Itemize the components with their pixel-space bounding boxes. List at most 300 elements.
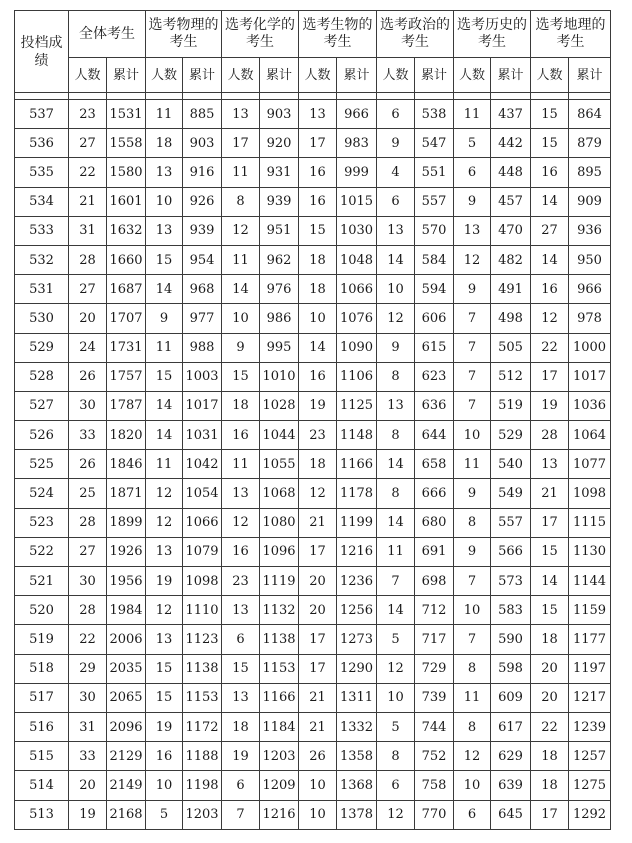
count-cell: 8 <box>454 654 491 683</box>
cumulative-cell: 968 <box>183 275 222 304</box>
count-cell: 10 <box>146 187 183 216</box>
count-cell: 11 <box>222 450 260 479</box>
table-row <box>15 742 611 771</box>
count-cell: 7 <box>454 391 491 420</box>
count-cell: 30 <box>69 567 107 596</box>
cumulative-cell: 1899 <box>107 508 146 537</box>
score-cell: 533 <box>15 216 69 245</box>
cumulative-cell: 1090 <box>337 333 377 362</box>
count-cell: 31 <box>69 216 107 245</box>
cumulative-cell: 1125 <box>337 391 377 420</box>
count-cell: 28 <box>69 508 107 537</box>
count-cell: 18 <box>222 391 260 420</box>
count-cell: 6 <box>377 771 415 800</box>
count-cell: 11 <box>146 100 183 129</box>
count-cell: 14 <box>531 187 569 216</box>
count-cell: 27 <box>69 275 107 304</box>
cumulative-cell: 1123 <box>183 625 222 654</box>
count-cell: 33 <box>69 421 107 450</box>
cumulative-cell: 549 <box>491 479 531 508</box>
cumulative-cell: 1203 <box>260 742 299 771</box>
cumulative-cell: 1731 <box>107 333 146 362</box>
cumulative-cell: 1166 <box>260 683 299 712</box>
cumulative-cell: 1687 <box>107 275 146 304</box>
count-cell: 20 <box>531 683 569 712</box>
cumulative-cell: 1054 <box>183 479 222 508</box>
count-cell: 11 <box>454 100 491 129</box>
cumulative-cell: 1098 <box>183 567 222 596</box>
count-cell: 8 <box>377 362 415 391</box>
count-cell: 15 <box>299 216 337 245</box>
cumulative-cell: 2129 <box>107 742 146 771</box>
group-header-physics: 选考物理的考生 <box>146 11 222 58</box>
cumulative-cell: 470 <box>491 216 531 245</box>
cumulative-cell: 1066 <box>183 508 222 537</box>
cumulative-cell: 1066 <box>337 275 377 304</box>
count-cell: 17 <box>299 625 337 654</box>
cumulative-cell: 1079 <box>183 537 222 566</box>
cumulative-cell: 1531 <box>107 100 146 129</box>
count-cell: 14 <box>146 421 183 450</box>
cumulative-cell: 1197 <box>569 654 611 683</box>
count-cell: 17 <box>531 508 569 537</box>
cumulative-cell: 1077 <box>569 450 611 479</box>
count-cell: 15 <box>146 654 183 683</box>
cumulative-cell: 1148 <box>337 421 377 450</box>
cumulative-cell: 1080 <box>260 508 299 537</box>
count-cell: 14 <box>531 245 569 274</box>
cumulative-cell: 1216 <box>260 800 299 829</box>
table-row <box>15 625 611 654</box>
cumulative-cell: 1031 <box>183 421 222 450</box>
count-cell: 9 <box>454 275 491 304</box>
count-cell: 10 <box>454 421 491 450</box>
count-cell: 12 <box>377 304 415 333</box>
count-cell: 12 <box>222 508 260 537</box>
cumulative-cell: 2006 <box>107 625 146 654</box>
count-cell: 14 <box>377 450 415 479</box>
count-cell: 31 <box>69 712 107 741</box>
count-cell: 13 <box>454 216 491 245</box>
count-cell: 15 <box>531 537 569 566</box>
table-row <box>15 508 611 537</box>
cumulative-cell: 1216 <box>337 537 377 566</box>
cumulative-cell: 629 <box>491 742 531 771</box>
count-cell: 13 <box>146 216 183 245</box>
count-cell: 10 <box>454 771 491 800</box>
cumulative-cell: 609 <box>491 683 531 712</box>
cumulative-cell: 1926 <box>107 537 146 566</box>
cumulative-cell: 939 <box>260 187 299 216</box>
count-cell: 10 <box>299 800 337 829</box>
cumulative-cell: 1138 <box>183 654 222 683</box>
count-cell: 22 <box>69 158 107 187</box>
count-cell: 9 <box>454 537 491 566</box>
score-cell: 526 <box>15 421 69 450</box>
count-cell: 9 <box>146 304 183 333</box>
cumulative-cell: 644 <box>415 421 454 450</box>
cumulative-cell: 936 <box>569 216 611 245</box>
cumulative-cell: 744 <box>415 712 454 741</box>
count-cell: 25 <box>69 479 107 508</box>
cumulative-cell: 1199 <box>337 508 377 537</box>
cumulative-cell: 895 <box>569 158 611 187</box>
count-cell: 12 <box>454 245 491 274</box>
count-cell: 15 <box>531 100 569 129</box>
count-cell: 30 <box>69 683 107 712</box>
count-cell: 14 <box>531 567 569 596</box>
cumulative-cell: 594 <box>415 275 454 304</box>
count-cell: 11 <box>222 245 260 274</box>
count-cell: 14 <box>377 245 415 274</box>
count-cell: 6 <box>222 771 260 800</box>
count-cell: 8 <box>454 508 491 537</box>
table-row <box>15 712 611 741</box>
count-cell: 17 <box>299 129 337 158</box>
count-cell: 21 <box>299 683 337 712</box>
count-cell: 16 <box>531 275 569 304</box>
cumulative-cell: 962 <box>260 245 299 274</box>
cumulative-cell: 498 <box>491 304 531 333</box>
cumulative-cell: 590 <box>491 625 531 654</box>
cumulative-cell: 954 <box>183 245 222 274</box>
cumulative-cell: 1203 <box>183 800 222 829</box>
count-cell: 10 <box>222 304 260 333</box>
cumulative-cell: 698 <box>415 567 454 596</box>
cumulative-cell: 557 <box>491 508 531 537</box>
cumulative-cell: 658 <box>415 450 454 479</box>
count-header: 人数 <box>69 58 107 93</box>
score-table <box>14 10 611 830</box>
cumulative-cell: 909 <box>569 187 611 216</box>
cumulative-cell: 1275 <box>569 771 611 800</box>
count-cell: 16 <box>146 742 183 771</box>
count-cell: 8 <box>454 712 491 741</box>
cumulative-cell: 712 <box>415 596 454 625</box>
count-cell: 9 <box>454 479 491 508</box>
cumulative-cell: 1115 <box>569 508 611 537</box>
cumulative-cell: 2168 <box>107 800 146 829</box>
cumulative-cell: 1198 <box>183 771 222 800</box>
count-cell: 17 <box>299 537 337 566</box>
cumulative-cell: 717 <box>415 625 454 654</box>
count-cell: 22 <box>531 712 569 741</box>
count-header: 人数 <box>146 58 183 93</box>
cumulative-cell: 729 <box>415 654 454 683</box>
cumulative-header: 累计 <box>183 58 222 93</box>
table-row <box>15 100 611 129</box>
count-cell: 14 <box>299 333 337 362</box>
count-cell: 17 <box>531 800 569 829</box>
count-cell: 13 <box>299 100 337 129</box>
header-spacer-row <box>15 93 611 100</box>
count-cell: 21 <box>299 712 337 741</box>
cumulative-cell: 758 <box>415 771 454 800</box>
cumulative-cell: 1311 <box>337 683 377 712</box>
count-header: 人数 <box>299 58 337 93</box>
cumulative-cell: 1601 <box>107 187 146 216</box>
score-cell: 515 <box>15 742 69 771</box>
count-cell: 7 <box>222 800 260 829</box>
count-cell: 15 <box>146 245 183 274</box>
count-cell: 20 <box>299 567 337 596</box>
count-cell: 30 <box>69 391 107 420</box>
count-cell: 5 <box>377 712 415 741</box>
count-cell: 14 <box>146 275 183 304</box>
table-row <box>15 800 611 829</box>
cumulative-cell: 885 <box>183 100 222 129</box>
cumulative-cell: 1558 <box>107 129 146 158</box>
score-cell: 522 <box>15 537 69 566</box>
cumulative-cell: 1010 <box>260 362 299 391</box>
count-cell: 15 <box>531 129 569 158</box>
count-cell: 20 <box>299 596 337 625</box>
cumulative-cell: 739 <box>415 683 454 712</box>
cumulative-cell: 547 <box>415 129 454 158</box>
cumulative-cell: 1217 <box>569 683 611 712</box>
cumulative-cell: 482 <box>491 245 531 274</box>
score-cell: 535 <box>15 158 69 187</box>
cumulative-cell: 2096 <box>107 712 146 741</box>
cumulative-cell: 916 <box>183 158 222 187</box>
score-cell: 523 <box>15 508 69 537</box>
cumulative-cell: 1119 <box>260 567 299 596</box>
score-cell: 524 <box>15 479 69 508</box>
count-cell: 18 <box>531 742 569 771</box>
cumulative-cell: 966 <box>569 275 611 304</box>
cumulative-cell: 570 <box>415 216 454 245</box>
count-cell: 12 <box>222 216 260 245</box>
cumulative-cell: 1153 <box>260 654 299 683</box>
cumulative-cell: 1106 <box>337 362 377 391</box>
cumulative-cell: 1290 <box>337 654 377 683</box>
table-row <box>15 479 611 508</box>
count-cell: 12 <box>377 800 415 829</box>
count-cell: 7 <box>454 567 491 596</box>
count-cell: 18 <box>531 771 569 800</box>
score-cell: 514 <box>15 771 69 800</box>
cumulative-cell: 639 <box>491 771 531 800</box>
table-row <box>15 771 611 800</box>
score-cell: 518 <box>15 654 69 683</box>
cumulative-cell: 1166 <box>337 450 377 479</box>
cumulative-cell: 1177 <box>569 625 611 654</box>
cumulative-cell: 1580 <box>107 158 146 187</box>
count-cell: 13 <box>222 100 260 129</box>
cumulative-cell: 1632 <box>107 216 146 245</box>
cumulative-cell: 951 <box>260 216 299 245</box>
count-cell: 11 <box>146 450 183 479</box>
cumulative-cell: 437 <box>491 100 531 129</box>
count-cell: 10 <box>299 304 337 333</box>
cumulative-cell: 2149 <box>107 771 146 800</box>
count-cell: 8 <box>222 187 260 216</box>
count-cell: 13 <box>146 158 183 187</box>
count-cell: 9 <box>454 187 491 216</box>
cumulative-cell: 1846 <box>107 450 146 479</box>
count-cell: 12 <box>454 742 491 771</box>
cumulative-cell: 1055 <box>260 450 299 479</box>
table-body <box>15 93 611 830</box>
cumulative-cell: 1871 <box>107 479 146 508</box>
cumulative-cell: 1292 <box>569 800 611 829</box>
count-cell: 14 <box>222 275 260 304</box>
count-cell: 14 <box>377 508 415 537</box>
cumulative-cell: 606 <box>415 304 454 333</box>
cumulative-cell: 879 <box>569 129 611 158</box>
table-row <box>15 245 611 274</box>
count-cell: 13 <box>146 625 183 654</box>
cumulative-cell: 1003 <box>183 362 222 391</box>
cumulative-cell: 976 <box>260 275 299 304</box>
count-cell: 13 <box>377 216 415 245</box>
count-cell: 18 <box>531 625 569 654</box>
cumulative-cell: 623 <box>415 362 454 391</box>
cumulative-cell: 1076 <box>337 304 377 333</box>
count-cell: 15 <box>222 654 260 683</box>
count-cell: 14 <box>146 391 183 420</box>
cumulative-cell: 1042 <box>183 450 222 479</box>
count-cell: 11 <box>454 683 491 712</box>
count-cell: 16 <box>299 187 337 216</box>
count-header: 人数 <box>454 58 491 93</box>
cumulative-cell: 999 <box>337 158 377 187</box>
cumulative-cell: 1017 <box>183 391 222 420</box>
cumulative-header: 累计 <box>415 58 454 93</box>
count-cell: 16 <box>222 421 260 450</box>
score-cell: 527 <box>15 391 69 420</box>
score-cell: 528 <box>15 362 69 391</box>
count-cell: 18 <box>299 275 337 304</box>
table-row <box>15 596 611 625</box>
table-row <box>15 537 611 566</box>
cumulative-cell: 519 <box>491 391 531 420</box>
cumulative-cell: 491 <box>491 275 531 304</box>
count-cell: 9 <box>222 333 260 362</box>
cumulative-cell: 1209 <box>260 771 299 800</box>
count-cell: 12 <box>146 596 183 625</box>
count-cell: 19 <box>146 567 183 596</box>
count-cell: 27 <box>531 216 569 245</box>
cumulative-cell: 598 <box>491 654 531 683</box>
count-cell: 28 <box>69 245 107 274</box>
cumulative-cell: 2065 <box>107 683 146 712</box>
cumulative-cell: 1144 <box>569 567 611 596</box>
count-cell: 9 <box>377 129 415 158</box>
count-cell: 7 <box>454 625 491 654</box>
count-cell: 22 <box>69 625 107 654</box>
cumulative-cell: 926 <box>183 187 222 216</box>
cumulative-cell: 939 <box>183 216 222 245</box>
table-row <box>15 275 611 304</box>
group-header-biology: 选考生物的考生 <box>299 11 377 58</box>
cumulative-cell: 1030 <box>337 216 377 245</box>
cumulative-cell: 1178 <box>337 479 377 508</box>
cumulative-cell: 920 <box>260 129 299 158</box>
count-cell: 7 <box>454 333 491 362</box>
count-cell: 12 <box>531 304 569 333</box>
count-cell: 18 <box>222 712 260 741</box>
count-cell: 16 <box>222 537 260 566</box>
count-cell: 26 <box>69 362 107 391</box>
count-cell: 20 <box>69 771 107 800</box>
cumulative-cell: 1787 <box>107 391 146 420</box>
count-cell: 13 <box>377 391 415 420</box>
score-cell: 529 <box>15 333 69 362</box>
count-header: 人数 <box>377 58 415 93</box>
cumulative-cell: 1378 <box>337 800 377 829</box>
count-cell: 29 <box>69 654 107 683</box>
cumulative-cell: 1188 <box>183 742 222 771</box>
cumulative-header: 累计 <box>337 58 377 93</box>
count-cell: 22 <box>531 333 569 362</box>
count-cell: 7 <box>377 567 415 596</box>
count-cell: 19 <box>531 391 569 420</box>
count-cell: 23 <box>299 421 337 450</box>
table-header <box>15 11 611 93</box>
count-cell: 15 <box>146 683 183 712</box>
cumulative-cell: 1172 <box>183 712 222 741</box>
cumulative-cell: 1138 <box>260 625 299 654</box>
table-row <box>15 187 611 216</box>
count-cell: 13 <box>222 596 260 625</box>
count-cell: 10 <box>146 771 183 800</box>
count-cell: 18 <box>299 245 337 274</box>
score-column-header: 投档成绩 <box>15 11 69 93</box>
cumulative-cell: 1707 <box>107 304 146 333</box>
cumulative-cell: 1153 <box>183 683 222 712</box>
count-header: 人数 <box>531 58 569 93</box>
count-cell: 20 <box>531 654 569 683</box>
cumulative-header: 累计 <box>107 58 146 93</box>
cumulative-cell: 691 <box>415 537 454 566</box>
cumulative-cell: 1184 <box>260 712 299 741</box>
count-cell: 28 <box>531 421 569 450</box>
count-cell: 21 <box>299 508 337 537</box>
count-cell: 27 <box>69 129 107 158</box>
cumulative-cell: 529 <box>491 421 531 450</box>
count-cell: 13 <box>222 683 260 712</box>
cumulative-cell: 512 <box>491 362 531 391</box>
cumulative-cell: 505 <box>491 333 531 362</box>
cumulative-cell: 584 <box>415 245 454 274</box>
count-cell: 24 <box>69 333 107 362</box>
count-cell: 7 <box>454 362 491 391</box>
cumulative-cell: 995 <box>260 333 299 362</box>
cumulative-cell: 1096 <box>260 537 299 566</box>
count-cell: 5 <box>454 129 491 158</box>
count-cell: 12 <box>146 479 183 508</box>
group-header-history: 选考历史的考生 <box>454 11 531 58</box>
count-cell: 23 <box>69 100 107 129</box>
cumulative-cell: 1368 <box>337 771 377 800</box>
sub-header-row <box>15 58 611 93</box>
group-header-all: 全体考生 <box>69 11 146 58</box>
count-cell: 12 <box>146 508 183 537</box>
count-cell: 15 <box>222 362 260 391</box>
table-row <box>15 129 611 158</box>
table-row <box>15 450 611 479</box>
cumulative-cell: 1332 <box>337 712 377 741</box>
group-header-geography: 选考地理的考生 <box>531 11 611 58</box>
cumulative-cell: 2035 <box>107 654 146 683</box>
cumulative-header: 累计 <box>491 58 531 93</box>
table-row <box>15 421 611 450</box>
cumulative-cell: 1017 <box>569 362 611 391</box>
table-row <box>15 158 611 187</box>
count-cell: 26 <box>69 450 107 479</box>
table-row <box>15 216 611 245</box>
